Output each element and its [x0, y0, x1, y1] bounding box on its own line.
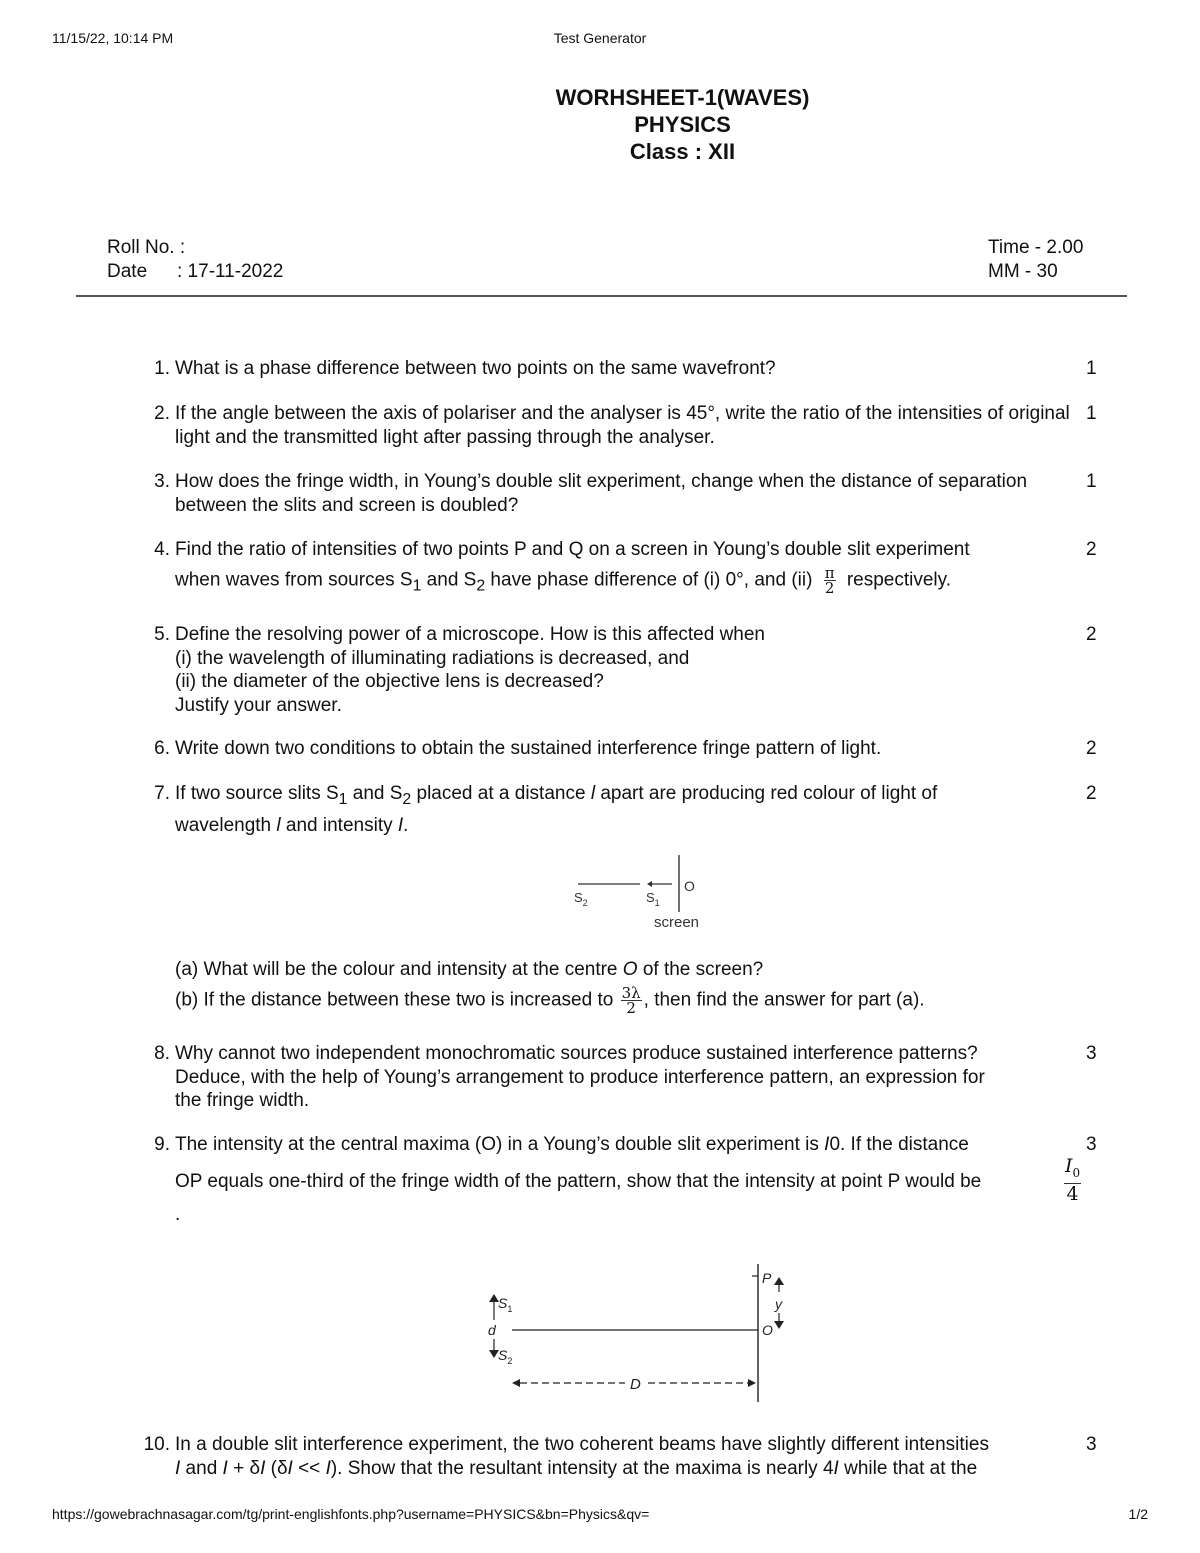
question-text: How does the fringe width, in Young’s double slit experiment, change when the distance of separation between the slits and screen is doubled? — [175, 471, 1028, 516]
italic-variable: I — [222, 1457, 228, 1479]
italic-variable: O — [622, 959, 638, 980]
question-marks: 3 — [1086, 1434, 1097, 1455]
question-marks: 2 — [1086, 539, 1097, 560]
pi-over-2-fraction — [824, 563, 836, 597]
question-text-line: . — [175, 1204, 181, 1225]
question-text-part: and — [180, 1457, 223, 1479]
s2-label: $S_2$ — [574, 890, 588, 908]
italic-variable: I — [824, 1134, 830, 1155]
subscript: 1 — [412, 576, 422, 594]
y-label: y — [775, 1296, 782, 1312]
question-text-line: and S — [421, 569, 477, 591]
italic-variable: I — [325, 1457, 331, 1479]
question-text: What is a phase difference between two points on the same wavefront? — [175, 358, 776, 379]
question-number: 9. — [154, 1134, 170, 1155]
question-marks: 1 — [1086, 403, 1097, 424]
fraction-numerator: 3λ — [621, 983, 641, 1002]
q7-slits-figure — [560, 850, 720, 935]
d-label: d — [488, 1322, 496, 1338]
question-marks: 1 — [1086, 471, 1097, 492]
print-footer — [52, 1506, 1148, 1526]
part-a-text: of the screen? — [637, 959, 764, 980]
source-url[interactable]: https://gowebrachnasagar.com/tg/print-englishfonts.php?username=PHYSICS&bn=Physics&qv= — [52, 1506, 650, 1522]
question-text-line: Deduce, with the help of Young’s arrangement to produce interference pattern, an expression for — [175, 1066, 985, 1088]
question-text-part: and intensity — [280, 815, 398, 837]
question-text-part: << — [292, 1457, 326, 1479]
worksheet-title — [440, 84, 925, 165]
fraction-numerator: π — [824, 563, 835, 582]
italic-variable: I — [175, 1457, 181, 1479]
question-marks: 3 — [1086, 1043, 1097, 1064]
question-text-line: Why cannot two independent monochromatic sources produce sustained interference patterns? — [175, 1043, 978, 1064]
question-text-line: (ii) the diameter of the objective lens is decreased? — [175, 671, 604, 692]
question-text-line: Define the resolving power of a microscope. How is this affected when — [175, 624, 766, 645]
roll-no-label: Roll No. : — [107, 237, 186, 258]
question-marks: 3 — [1086, 1134, 1097, 1155]
question-text-part: If two source slits S — [175, 783, 339, 804]
D-label: D — [630, 1376, 641, 1393]
arrowhead — [512, 1379, 520, 1387]
question-marks: 2 — [1086, 783, 1097, 804]
question-number: 3. — [154, 471, 170, 492]
question-text-line: respectively. — [841, 569, 952, 591]
part-b-text: , then find the answer for part (a). — [643, 989, 925, 1011]
question-number: 1. — [154, 358, 170, 379]
question-text-line: the fringe width. — [175, 1090, 310, 1111]
italic-variable: I — [287, 1457, 293, 1479]
italic-variable: l — [276, 815, 281, 837]
question-marks: 2 — [1086, 738, 1097, 759]
question-text-part: placed at a distance — [411, 783, 591, 804]
question-number: 10. — [143, 1434, 170, 1455]
arrowhead — [774, 1277, 784, 1285]
question-text-line: Find the ratio of intensities of two points P and Q on a screen in Young’s double slit experiment — [175, 539, 970, 560]
italic-variable: I — [833, 1457, 839, 1479]
question-text-part: (δ — [265, 1457, 288, 1479]
arrowhead — [748, 1379, 756, 1387]
subscript: 2 — [476, 576, 486, 594]
worksheet-name: WORHSHEET-1(WAVES) — [555, 85, 810, 110]
question-text-part: + δ — [227, 1457, 261, 1479]
question-number: 7. — [154, 783, 170, 804]
class-label: Class : XII — [629, 139, 736, 164]
question-marks: 2 — [1086, 624, 1097, 645]
print-title: Test Generator — [553, 30, 647, 46]
italic-variable: I — [260, 1457, 266, 1479]
date-value: : 17-11-2022 — [177, 261, 284, 282]
question-text-part: wavelength — [175, 815, 277, 837]
question-text-line: In a double slit interference experiment, the two coherent beams have slightly different intensities — [175, 1434, 989, 1455]
subscript: 1 — [338, 790, 348, 808]
p-label: P — [762, 1270, 772, 1286]
arrowhead — [774, 1321, 784, 1329]
question-text-part: 0. If the distance — [829, 1134, 969, 1155]
o-label: O — [762, 1322, 773, 1338]
print-header — [52, 30, 1148, 50]
q9-ydse-figure — [470, 1262, 810, 1407]
fraction-denominator: 2 — [824, 578, 835, 597]
subscript: 2 — [402, 790, 412, 808]
question-marks: 1 — [1086, 358, 1097, 379]
question-text-part: . — [403, 815, 409, 837]
question-text-line: have phase difference of (i) 0°, and (ii) — [485, 569, 818, 591]
arrowhead — [647, 881, 652, 887]
subject: PHYSICS — [634, 112, 731, 137]
question-text-part: The intensity at the central maxima (O) in a Young’s double slit experiment is — [175, 1134, 825, 1155]
fraction-denominator: 2 — [626, 998, 636, 1017]
italic-variable: I — [397, 815, 404, 837]
max-marks-label: MM - 30 — [988, 261, 1058, 282]
question-number: 8. — [154, 1043, 170, 1064]
time-label: Time - 2.00 — [988, 237, 1084, 258]
question-text-line: Justify your answer. — [175, 694, 342, 716]
question-text: If the angle between the axis of polariser and the analyser is 45°, write the ratio of the intensities of original light and the transmitted light after passing through the analyser. — [175, 403, 1070, 448]
date-label: Date — [107, 261, 148, 282]
italic-variable: l — [590, 783, 596, 804]
subscript: 0 — [1072, 1165, 1081, 1180]
question-text-line: when waves from sources S — [175, 569, 413, 591]
question-text-part: apart are producing red colour of light of — [595, 783, 938, 804]
s1-label: $S_1$ — [646, 890, 660, 908]
three-lambda-over-2-fraction — [621, 983, 642, 1017]
header-divider — [76, 295, 1127, 297]
question-number: 6. — [154, 738, 170, 759]
question-number: 4. — [154, 539, 170, 560]
fraction-numerator: I — [1065, 1155, 1073, 1177]
question-text-line: (i) the wavelength of illuminating radiations is decreased, and — [175, 647, 690, 669]
s2-label: $S_2$ — [498, 1347, 513, 1366]
o-label: O — [684, 878, 695, 894]
question-number: 5. — [154, 624, 170, 645]
question-text: Write down two conditions to obtain the sustained interference fringe pattern of light. — [175, 738, 882, 759]
part-a-text: (a) What will be the colour and intensity at the centre — [175, 959, 623, 980]
print-timestamp: 11/15/22, 10:14 PM — [52, 30, 174, 46]
screen-label: screen — [654, 914, 700, 931]
part-b-text: (b) If the distance between these two is increased to — [175, 989, 619, 1011]
s1-label: $S_1$ — [498, 1295, 513, 1314]
fraction-denominator: 4 — [1066, 1182, 1079, 1205]
question-text-part: and S — [347, 783, 403, 804]
page-number: 1/2 — [1128, 1506, 1148, 1522]
i0-over-4-fraction — [1064, 1156, 1081, 1204]
question-text-part: while that at the — [838, 1457, 978, 1479]
question-text-part: ). Show that the resultant intensity at the maxima is nearly 4 — [330, 1457, 834, 1479]
question-number: 2. — [154, 403, 170, 424]
question-text-line: OP equals one-third of the fringe width of the pattern, show that the intensity at point P would be — [175, 1170, 982, 1192]
